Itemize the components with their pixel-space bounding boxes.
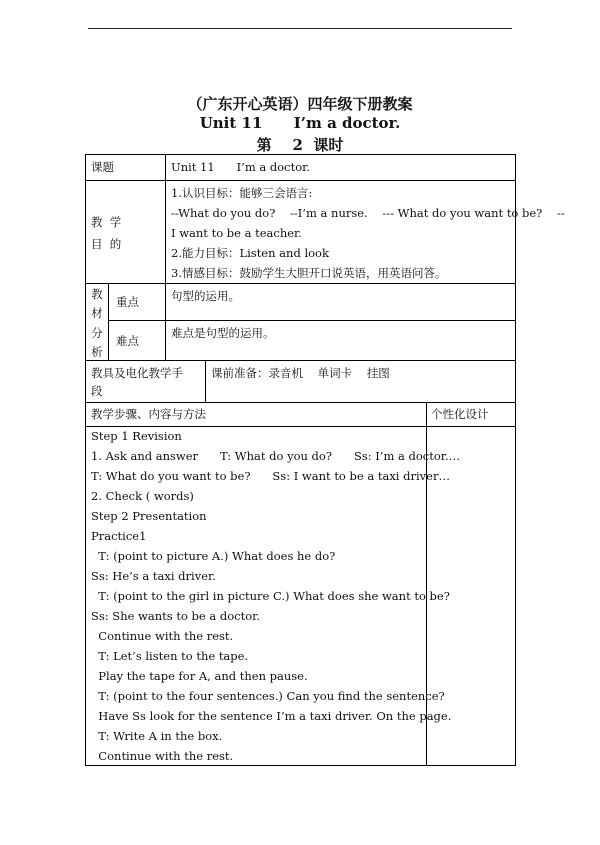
step-line: Step 2 Presentation — [91, 509, 207, 523]
step-line: Ss: He’s a taxi driver. — [91, 569, 216, 583]
row-divider — [85, 283, 516, 284]
step-line: Continue with the rest. — [91, 749, 234, 763]
lesson-number: 第 2 课时 — [256, 136, 344, 154]
step-line: Play the tape for A, and then pause. — [91, 669, 308, 683]
tools-label-line1: 教具及电化教学手 — [91, 366, 183, 380]
steps-header: 教学步骤、内容与方法 — [91, 407, 206, 421]
difficulty-label: 难点 — [116, 334, 139, 348]
goals-label-line2: 目 的 — [91, 237, 122, 251]
column-divider — [205, 360, 206, 402]
goal-item: I want to be a teacher. — [171, 226, 302, 240]
tools-label-line2: 段 — [91, 384, 103, 398]
goal-item: 2.能力目标：Listen and look — [171, 246, 329, 260]
goal-item: 1.认识目标：能够三会语言: — [171, 186, 313, 200]
step-line: 1. Ask and answer T: What do you do? Ss: I’m a doctor.… — [91, 449, 461, 463]
topic-label: 课题 — [91, 160, 114, 174]
column-divider — [165, 283, 166, 360]
column-divider — [108, 283, 109, 360]
step-line: T: What do you want to be? Ss: I want to be a taxi driver… — [91, 469, 450, 483]
row-divider — [85, 402, 516, 403]
unit-title: Unit 11 I’m a doctor. — [199, 114, 401, 132]
material-char: 分 — [91, 326, 103, 340]
column-divider — [165, 154, 166, 283]
step-line: T: Write A in the box. — [91, 729, 223, 743]
step-line: Ss: She wants to be a doctor. — [91, 609, 261, 623]
material-char: 析 — [91, 345, 103, 359]
topic-value: Unit 11 I’m a doctor. — [171, 160, 311, 174]
goals-label-line1: 教 学 — [91, 215, 122, 229]
step-line: Step 1 Revision — [91, 429, 182, 443]
goal-item: 3.情感目标：鼓励学生大胆开口说英语，用英语问答。 — [171, 266, 447, 280]
step-line: T: Let’s listen to the tape. — [91, 649, 249, 663]
step-line: Practice1 — [91, 529, 147, 543]
page-title: （广东开心英语）四年级下册教案 — [187, 95, 413, 113]
difficulty-value: 难点是句型的运用。 — [171, 326, 275, 340]
step-line: T: (point to the girl in picture C.) What does she want to be? — [91, 589, 450, 603]
material-char: 教 — [91, 287, 103, 301]
personal-design-header: 个性化设计 — [431, 407, 489, 421]
step-line: 2. Check ( words) — [91, 489, 194, 503]
goal-item: --What do you do? --I’m a nurse. --- What do you want to be? -- — [171, 206, 565, 220]
key-point-value: 句型的运用。 — [171, 289, 240, 303]
row-divider — [108, 320, 516, 321]
key-point-label: 重点 — [116, 295, 139, 309]
step-line: T: (point to the four sentences.) Can you find the sentence? — [91, 689, 445, 703]
step-line: T: (point to picture A.) What does he do? — [91, 549, 336, 563]
top-rule — [88, 28, 512, 29]
material-char: 材 — [91, 306, 103, 320]
step-line: Continue with the rest. — [91, 629, 234, 643]
row-divider — [85, 360, 516, 361]
step-line: Have Ss look for the sentence I’m a taxi driver. On the page. — [91, 709, 452, 723]
tools-value: 课前准备：录音机 单词卡 挂图 — [211, 366, 390, 380]
row-divider — [85, 180, 516, 181]
